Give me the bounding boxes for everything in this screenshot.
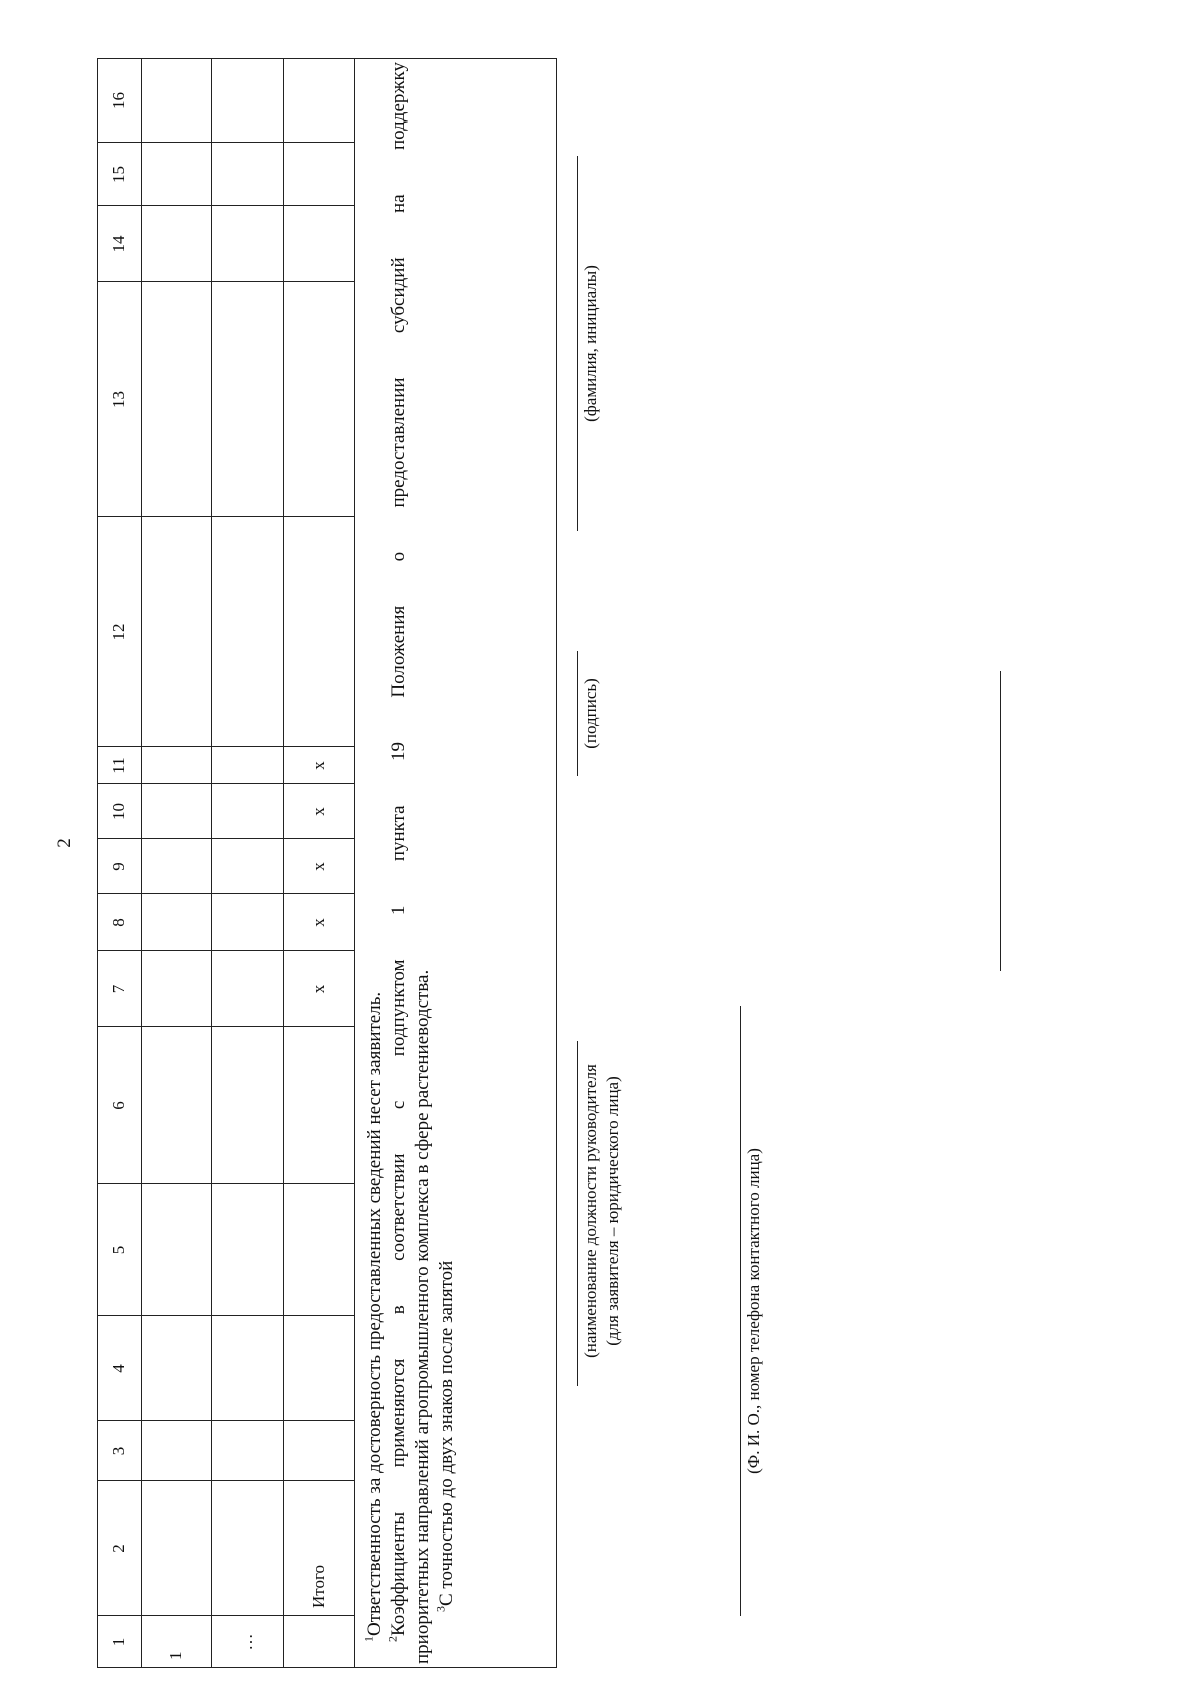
footnote-3: $^3$С точностью до двух знаков после запятой [433,1260,457,1612]
page-number: 2 [54,838,75,848]
row-ellipsis: … [237,1633,256,1651]
signature-line [577,651,578,776]
col-header-14: 14 [109,235,128,253]
col-header-12: 12 [109,623,128,641]
footnote-1: $^1$Ответственность за достоверность предоставленных сведений несет заявитель. [361,991,385,1642]
col-header-16: 16 [109,92,128,109]
col-header-8: 8 [109,918,128,927]
total-label: Итого [308,1564,328,1608]
footnote-2-continued: приоритетных направлений агропромышленного комплекса в сфере растениеводства. [412,969,433,1664]
col-header-6: 6 [109,1101,128,1110]
name-caption: (фамилия, инициалы) [581,265,600,422]
col-header-5: 5 [109,1245,128,1255]
col-header-7: 7 [109,984,128,994]
position-line [577,1041,578,1386]
total-mark-10: x [308,807,328,816]
row-number: 1 [166,1651,185,1660]
col-header-15: 15 [109,166,128,183]
col-header-9: 9 [109,862,128,871]
signature-caption: (подпись) [581,678,600,749]
date-line [1000,671,1001,971]
contact-line [740,1006,741,1616]
col-header-11: 11 [109,757,128,774]
position-caption: (наименование должности руководителя (для заявителя – юридического лица) [581,1064,622,1358]
footnote-2: $^2$Коэффициенты применяются в соответствии с подпунктом 1 пункта 19 Положения о предоставлении субсидий на поддержку [385,62,409,1642]
contact-caption: (Ф. И. О., номер телефона контактного лица) [744,1148,763,1474]
name-line [577,156,578,531]
col-header-4: 4 [109,1364,128,1373]
total-mark-11: x [308,761,328,770]
col-header-10: 10 [109,803,128,820]
col-header-3: 3 [109,1446,128,1456]
total-mark-9: x [308,862,328,871]
total-mark-8: x [308,918,328,927]
col-header-13: 13 [109,391,128,408]
col-header-1: 1 [109,1637,128,1647]
footnotes [357,58,557,1668]
col-header-2: 2 [109,1544,128,1553]
total-mark-7: x [308,984,328,994]
